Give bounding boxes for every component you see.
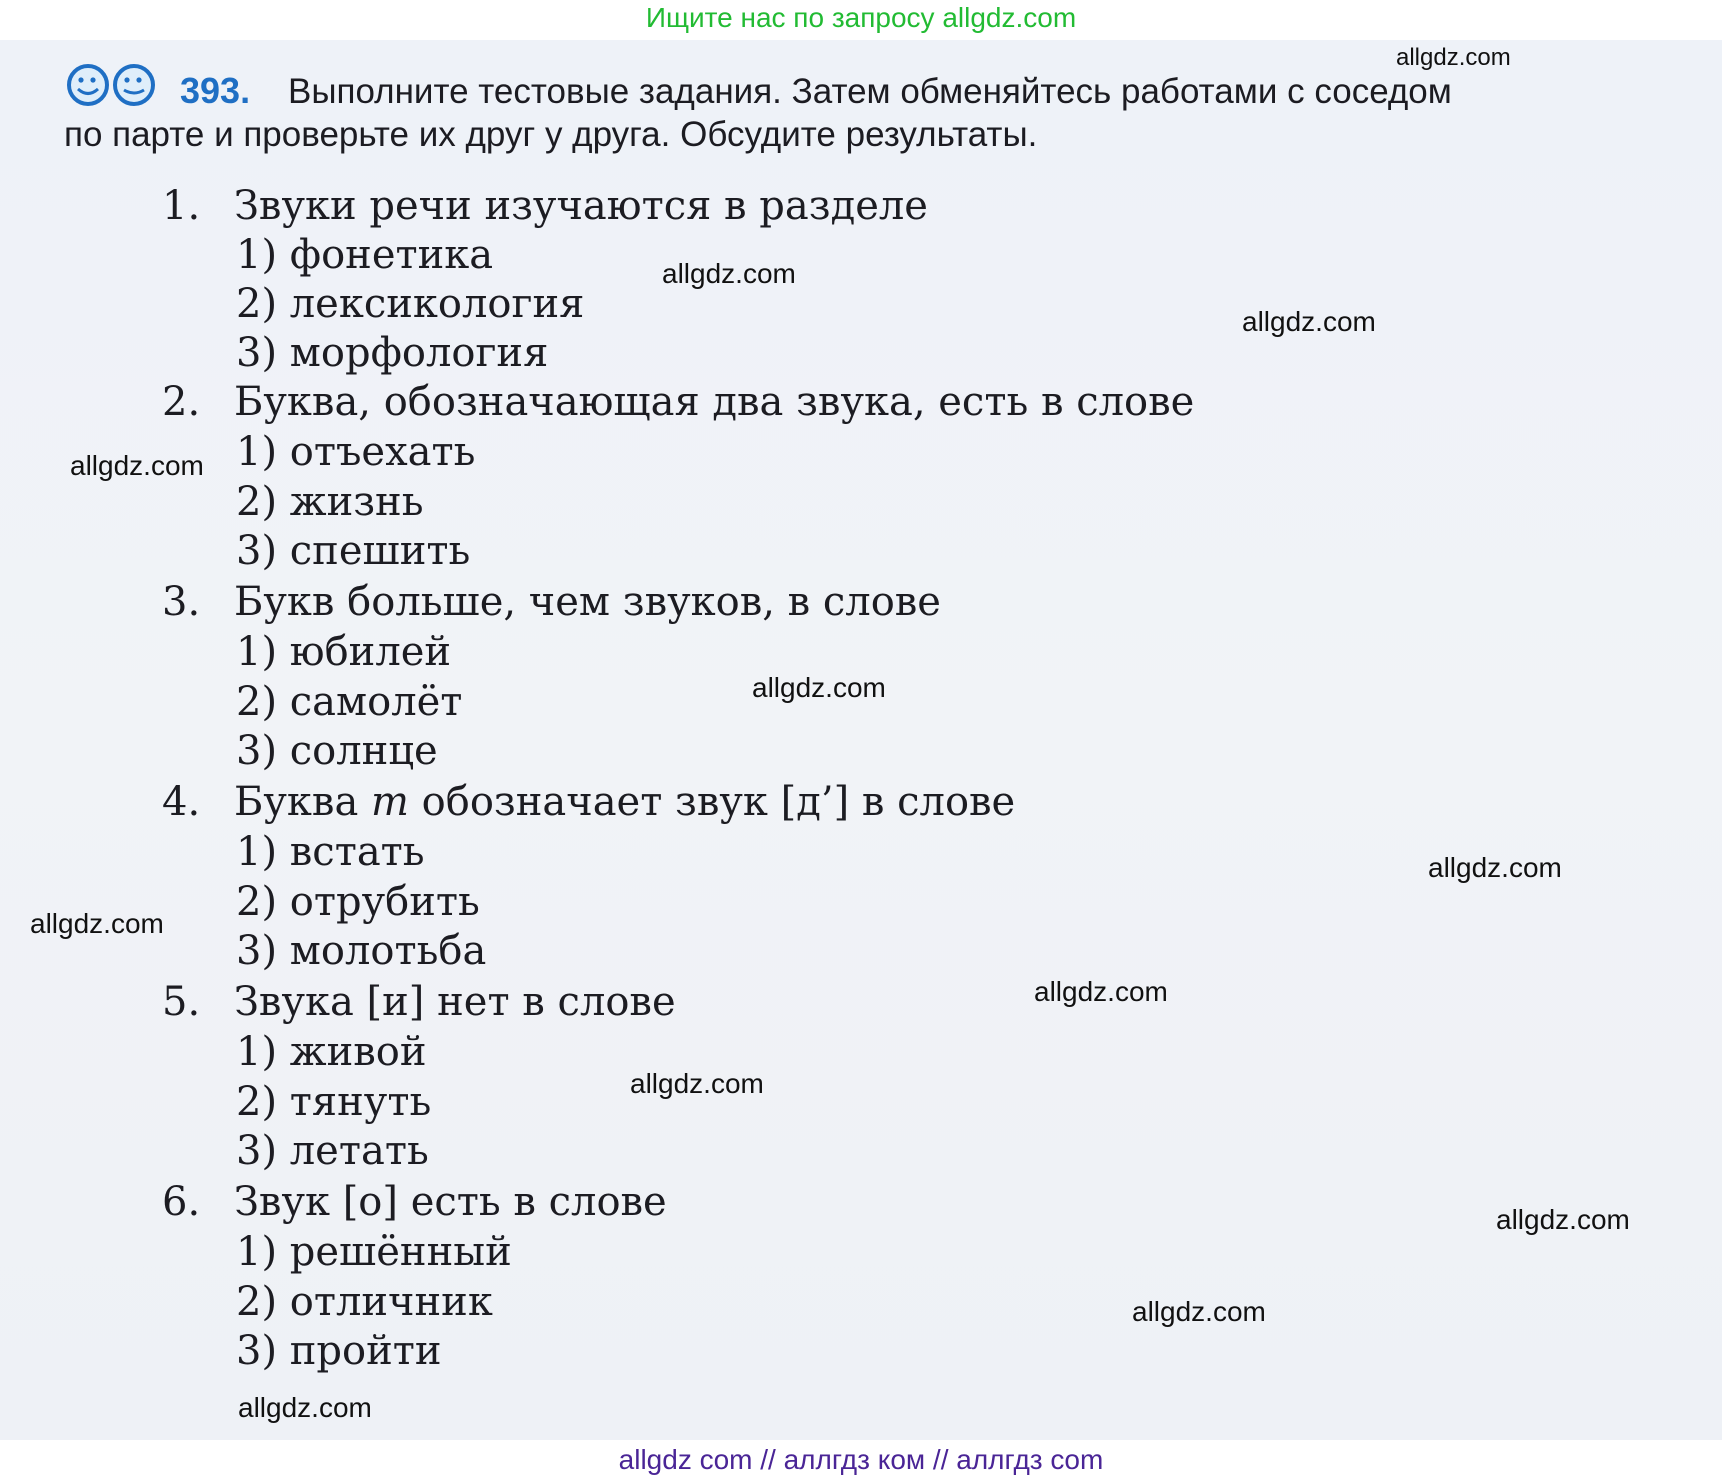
question-6-option-1: 1) решённый — [236, 1229, 512, 1275]
question-1-option-1: 1) фонетика — [236, 232, 494, 278]
watermark: allgdz.com — [1428, 852, 1562, 883]
watermark: allgdz.com — [70, 450, 204, 481]
watermark: allgdz.com — [1496, 1204, 1630, 1235]
watermark: allgdz.com — [30, 908, 164, 939]
bottom-banner[interactable]: allgdz com // аллгдз ком // аллгдз com — [618, 1444, 1104, 1475]
question-text-after: обозначает звук [д’] в слове — [421, 779, 1016, 825]
question-letter-italic: т — [371, 779, 409, 825]
question-1-option-3: 3) морфология — [236, 330, 549, 376]
question-number: 6. — [162, 1179, 201, 1225]
question-4-option-1: 1) встать — [236, 829, 425, 875]
watermark: allgdz.com — [630, 1068, 764, 1099]
task-number: 393. — [180, 70, 251, 111]
question-5 — [162, 978, 676, 1026]
top-banner[interactable]: Ищите нас по запросу allgdz.com — [645, 2, 1077, 33]
question-1 — [162, 182, 928, 230]
question-number: 3. — [162, 579, 201, 625]
question-3-option-2: 2) самолёт — [236, 679, 463, 725]
question-3 — [162, 578, 941, 626]
question-2-option-2: 2) жизнь — [236, 479, 424, 525]
question-6-option-3: 3) пройти — [236, 1328, 442, 1374]
watermark: allgdz.com — [238, 1392, 372, 1423]
question-text: Звук [о] есть в слове — [234, 1179, 667, 1225]
question-number: 4. — [162, 779, 201, 825]
question-number: 1. — [162, 183, 201, 229]
question-2 — [162, 378, 1194, 426]
question-4-option-2: 2) отрубить — [236, 879, 480, 925]
question-6 — [162, 1178, 667, 1226]
question-text: Буква, обозначающая два звука, есть в слове — [234, 379, 1195, 425]
question-2-option-3: 3) спешить — [236, 528, 471, 574]
watermark: allgdz.com — [1396, 44, 1511, 71]
question-number: 2. — [162, 379, 201, 425]
watermark: allgdz.com — [662, 258, 796, 289]
question-text: Букв больше, чем звуков, в слове — [234, 579, 941, 625]
question-5-option-1: 1) живой — [236, 1029, 427, 1075]
watermark: allgdz.com — [1242, 306, 1376, 337]
question-number: 5. — [162, 979, 201, 1025]
task-instruction-line-1: Выполните тестовые задания. Затем обменяйтесь работами с соседом — [288, 72, 1452, 111]
question-1-option-2: 2) лексикология — [236, 281, 585, 327]
question-4 — [162, 778, 1015, 826]
question-3-option-1: 1) юбилей — [236, 629, 452, 675]
watermark: allgdz.com — [1034, 976, 1168, 1007]
watermark: allgdz.com — [752, 672, 886, 703]
question-2-option-1: 1) отъехать — [236, 429, 476, 475]
question-3-option-3: 3) солнце — [236, 728, 438, 774]
question-6-option-2: 2) отличник — [236, 1279, 493, 1325]
question-5-option-3: 3) летать — [236, 1128, 429, 1174]
question-5-option-2: 2) тянуть — [236, 1079, 432, 1125]
watermark: allgdz.com — [1132, 1296, 1266, 1327]
task-instruction-line-2: по парте и проверьте их друг у друга. Обсудите результаты. — [64, 115, 1038, 154]
question-4-option-3: 3) молотьба — [236, 928, 487, 974]
question-text-before: Буква — [234, 779, 359, 825]
question-text: Звука [и] нет в слове — [234, 979, 676, 1025]
pair-work-smileys-icon — [66, 62, 162, 108]
question-text: Звуки речи изучаются в разделе — [234, 183, 928, 229]
